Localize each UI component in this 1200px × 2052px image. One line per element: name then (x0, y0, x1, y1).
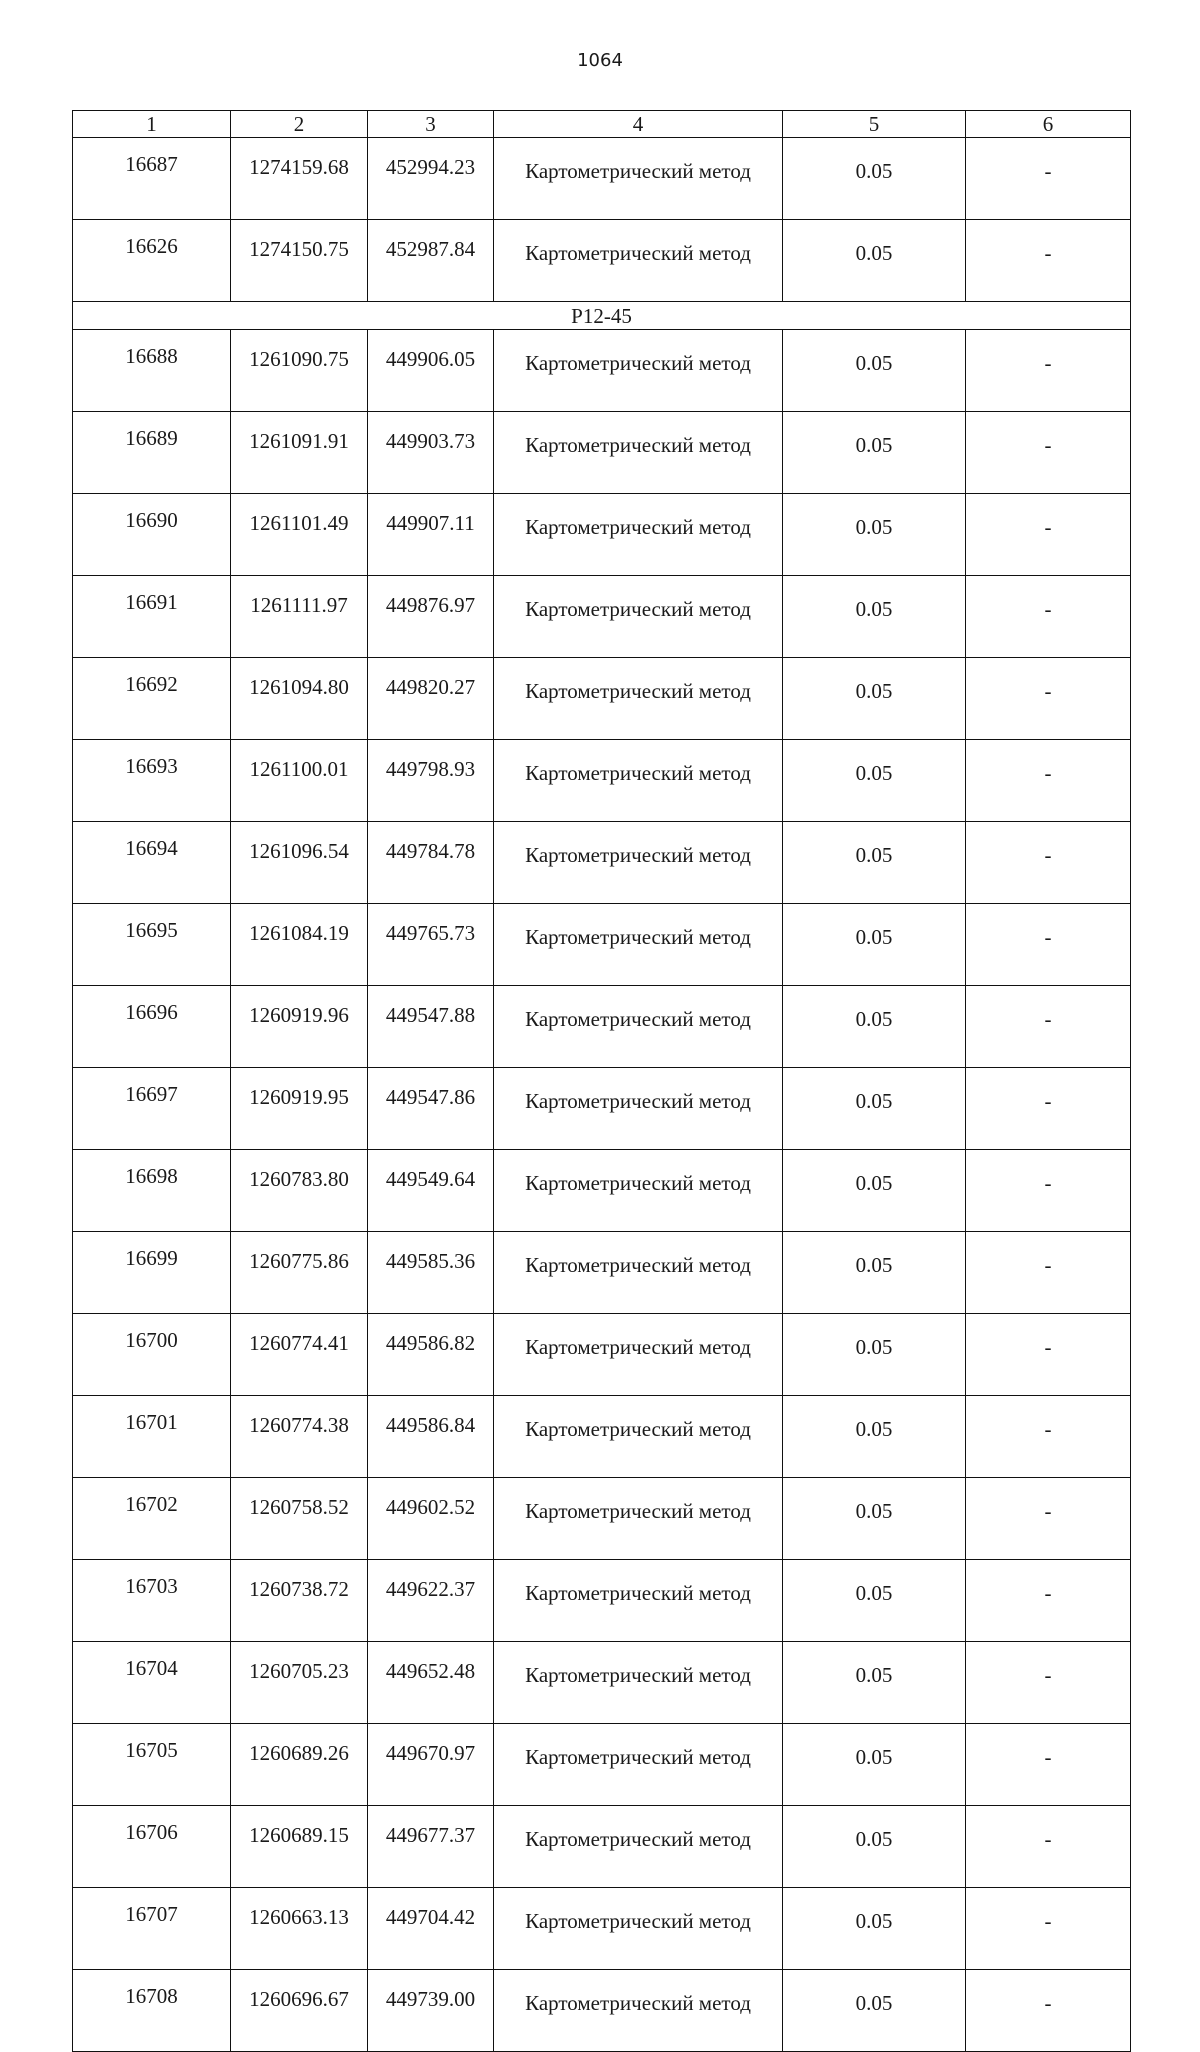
point-number-cell: 16707 (73, 1888, 231, 1970)
y-coordinate-cell: 449677.37 (368, 1806, 494, 1888)
method-cell: Картометрический метод (494, 1478, 783, 1560)
x-coordinate-cell: 1274159.68 (231, 138, 368, 220)
method-cell: Картометрический метод (494, 138, 783, 220)
x-coordinate-cell: 1261100.01 (231, 740, 368, 822)
note-cell: - (966, 1068, 1131, 1150)
point-number-cell: 16697 (73, 1068, 231, 1150)
table-row (73, 658, 1131, 740)
y-coordinate-cell: 449903.73 (368, 412, 494, 494)
method-cell: Картометрический метод (494, 1314, 783, 1396)
note-cell: - (966, 494, 1131, 576)
accuracy-cell: 0.05 (783, 494, 966, 576)
method-cell: Картометрический метод (494, 1642, 783, 1724)
accuracy-cell: 0.05 (783, 412, 966, 494)
note-cell: - (966, 1970, 1131, 2052)
point-number-cell: 16690 (73, 494, 231, 576)
x-coordinate-cell: 1261084.19 (231, 904, 368, 986)
note-cell: - (966, 1560, 1131, 1642)
point-number-cell: 16626 (73, 220, 231, 302)
method-cell: Картометрический метод (494, 1150, 783, 1232)
point-number-cell: 16691 (73, 576, 231, 658)
point-number-cell: 16689 (73, 412, 231, 494)
accuracy-cell: 0.05 (783, 740, 966, 822)
accuracy-cell: 0.05 (783, 220, 966, 302)
x-coordinate-cell: 1260919.96 (231, 986, 368, 1068)
accuracy-cell: 0.05 (783, 1478, 966, 1560)
table-row (73, 138, 1131, 220)
table-row (73, 1232, 1131, 1314)
y-coordinate-cell: 452987.84 (368, 220, 494, 302)
x-coordinate-cell: 1260774.41 (231, 1314, 368, 1396)
x-coordinate-cell: 1274150.75 (231, 220, 368, 302)
table-row (73, 1642, 1131, 1724)
table-row (73, 494, 1131, 576)
y-coordinate-cell: 449906.05 (368, 330, 494, 412)
note-cell: - (966, 986, 1131, 1068)
header-cell: 5 (783, 111, 966, 138)
accuracy-cell: 0.05 (783, 1396, 966, 1478)
method-cell: Картометрический метод (494, 1724, 783, 1806)
table-row (73, 1478, 1131, 1560)
note-cell: - (966, 1150, 1131, 1232)
y-coordinate-cell: 449739.00 (368, 1970, 494, 2052)
method-cell: Картометрический метод (494, 1806, 783, 1888)
y-coordinate-cell: 449652.48 (368, 1642, 494, 1724)
accuracy-cell: 0.05 (783, 1150, 966, 1232)
header-cell: 2 (231, 111, 368, 138)
page-number: 1064 (577, 50, 623, 71)
method-cell: Картометрический метод (494, 658, 783, 740)
note-cell: - (966, 138, 1131, 220)
y-coordinate-cell: 449704.42 (368, 1888, 494, 1970)
accuracy-cell: 0.05 (783, 904, 966, 986)
accuracy-cell: 0.05 (783, 1888, 966, 1970)
table-row (73, 822, 1131, 904)
note-cell: - (966, 822, 1131, 904)
note-cell: - (966, 330, 1131, 412)
note-cell: - (966, 1806, 1131, 1888)
y-coordinate-cell: 449820.27 (368, 658, 494, 740)
x-coordinate-cell: 1260738.72 (231, 1560, 368, 1642)
x-coordinate-cell: 1260774.38 (231, 1396, 368, 1478)
note-cell: - (966, 576, 1131, 658)
y-coordinate-cell: 449622.37 (368, 1560, 494, 1642)
table-row (73, 412, 1131, 494)
x-coordinate-cell: 1260775.86 (231, 1232, 368, 1314)
table-row (73, 904, 1131, 986)
y-coordinate-cell: 449784.78 (368, 822, 494, 904)
table-row (73, 1560, 1131, 1642)
table-body (73, 111, 1131, 2052)
y-coordinate-cell: 449798.93 (368, 740, 494, 822)
point-number-cell: 16695 (73, 904, 231, 986)
method-cell: Картометрический метод (494, 1560, 783, 1642)
table-row (73, 1724, 1131, 1806)
note-cell: - (966, 220, 1131, 302)
method-cell: Картометрический метод (494, 1888, 783, 1970)
accuracy-cell: 0.05 (783, 1560, 966, 1642)
y-coordinate-cell: 449547.86 (368, 1068, 494, 1150)
method-cell: Картометрический метод (494, 1068, 783, 1150)
accuracy-cell: 0.05 (783, 986, 966, 1068)
header-row (73, 111, 1131, 138)
method-cell: Картометрический метод (494, 822, 783, 904)
point-number-cell: 16688 (73, 330, 231, 412)
x-coordinate-cell: 1260689.15 (231, 1806, 368, 1888)
accuracy-cell: 0.05 (783, 658, 966, 740)
x-coordinate-cell: 1260783.80 (231, 1150, 368, 1232)
accuracy-cell: 0.05 (783, 1642, 966, 1724)
y-coordinate-cell: 449670.97 (368, 1724, 494, 1806)
accuracy-cell: 0.05 (783, 1068, 966, 1150)
x-coordinate-cell: 1260696.67 (231, 1970, 368, 2052)
method-cell: Картометрический метод (494, 1970, 783, 2052)
note-cell: - (966, 740, 1131, 822)
accuracy-cell: 0.05 (783, 330, 966, 412)
point-number-cell: 16700 (73, 1314, 231, 1396)
x-coordinate-cell: 1261091.91 (231, 412, 368, 494)
y-coordinate-cell: 449602.52 (368, 1478, 494, 1560)
point-number-cell: 16698 (73, 1150, 231, 1232)
x-coordinate-cell: 1260689.26 (231, 1724, 368, 1806)
note-cell: - (966, 658, 1131, 740)
note-cell: - (966, 1314, 1131, 1396)
table-row (73, 1396, 1131, 1478)
y-coordinate-cell: 449547.88 (368, 986, 494, 1068)
x-coordinate-cell: 1260758.52 (231, 1478, 368, 1560)
point-number-cell: 16702 (73, 1478, 231, 1560)
point-number-cell: 16704 (73, 1642, 231, 1724)
note-cell: - (966, 412, 1131, 494)
accuracy-cell: 0.05 (783, 1970, 966, 2052)
x-coordinate-cell: 1261096.54 (231, 822, 368, 904)
method-cell: Картометрический метод (494, 986, 783, 1068)
table-row (73, 330, 1131, 412)
point-number-cell: 16708 (73, 1970, 231, 2052)
table-row (73, 1806, 1131, 1888)
method-cell: Картометрический метод (494, 576, 783, 658)
point-number-cell: 16692 (73, 658, 231, 740)
y-coordinate-cell: 449876.97 (368, 576, 494, 658)
accuracy-cell: 0.05 (783, 1232, 966, 1314)
section-label: Р12-45 (73, 302, 1131, 330)
y-coordinate-cell: 449586.82 (368, 1314, 494, 1396)
coordinates-table (72, 110, 1131, 2052)
table-row (73, 986, 1131, 1068)
x-coordinate-cell: 1260663.13 (231, 1888, 368, 1970)
point-number-cell: 16701 (73, 1396, 231, 1478)
note-cell: - (966, 1478, 1131, 1560)
y-coordinate-cell: 449549.64 (368, 1150, 494, 1232)
header-cell: 4 (494, 111, 783, 138)
method-cell: Картометрический метод (494, 220, 783, 302)
point-number-cell: 16699 (73, 1232, 231, 1314)
method-cell: Картометрический метод (494, 1396, 783, 1478)
method-cell: Картометрический метод (494, 330, 783, 412)
table-row (73, 576, 1131, 658)
x-coordinate-cell: 1261111.97 (231, 576, 368, 658)
accuracy-cell: 0.05 (783, 1724, 966, 1806)
point-number-cell: 16687 (73, 138, 231, 220)
accuracy-cell: 0.05 (783, 1806, 966, 1888)
note-cell: - (966, 1724, 1131, 1806)
point-number-cell: 16696 (73, 986, 231, 1068)
x-coordinate-cell: 1260919.95 (231, 1068, 368, 1150)
y-coordinate-cell: 449585.36 (368, 1232, 494, 1314)
note-cell: - (966, 1232, 1131, 1314)
method-cell: Картометрический метод (494, 494, 783, 576)
header-cell: 1 (73, 111, 231, 138)
table-row (73, 740, 1131, 822)
point-number-cell: 16693 (73, 740, 231, 822)
table-row (73, 1970, 1131, 2052)
x-coordinate-cell: 1261094.80 (231, 658, 368, 740)
y-coordinate-cell: 452994.23 (368, 138, 494, 220)
point-number-cell: 16694 (73, 822, 231, 904)
accuracy-cell: 0.05 (783, 138, 966, 220)
table-row (73, 1150, 1131, 1232)
y-coordinate-cell: 449907.11 (368, 494, 494, 576)
note-cell: - (966, 1888, 1131, 1970)
point-number-cell: 16706 (73, 1806, 231, 1888)
x-coordinate-cell: 1261101.49 (231, 494, 368, 576)
section-row (73, 302, 1131, 330)
accuracy-cell: 0.05 (783, 1314, 966, 1396)
note-cell: - (966, 1642, 1131, 1724)
method-cell: Картометрический метод (494, 904, 783, 986)
point-number-cell: 16705 (73, 1724, 231, 1806)
table-row (73, 220, 1131, 302)
note-cell: - (966, 904, 1131, 986)
table-row (73, 1068, 1131, 1150)
x-coordinate-cell: 1260705.23 (231, 1642, 368, 1724)
method-cell: Картометрический метод (494, 412, 783, 494)
header-cell: 6 (966, 111, 1131, 138)
point-number-cell: 16703 (73, 1560, 231, 1642)
table-row (73, 1314, 1131, 1396)
y-coordinate-cell: 449765.73 (368, 904, 494, 986)
header-cell: 3 (368, 111, 494, 138)
y-coordinate-cell: 449586.84 (368, 1396, 494, 1478)
accuracy-cell: 0.05 (783, 576, 966, 658)
method-cell: Картометрический метод (494, 740, 783, 822)
accuracy-cell: 0.05 (783, 822, 966, 904)
table-row (73, 1888, 1131, 1970)
method-cell: Картометрический метод (494, 1232, 783, 1314)
note-cell: - (966, 1396, 1131, 1478)
x-coordinate-cell: 1261090.75 (231, 330, 368, 412)
